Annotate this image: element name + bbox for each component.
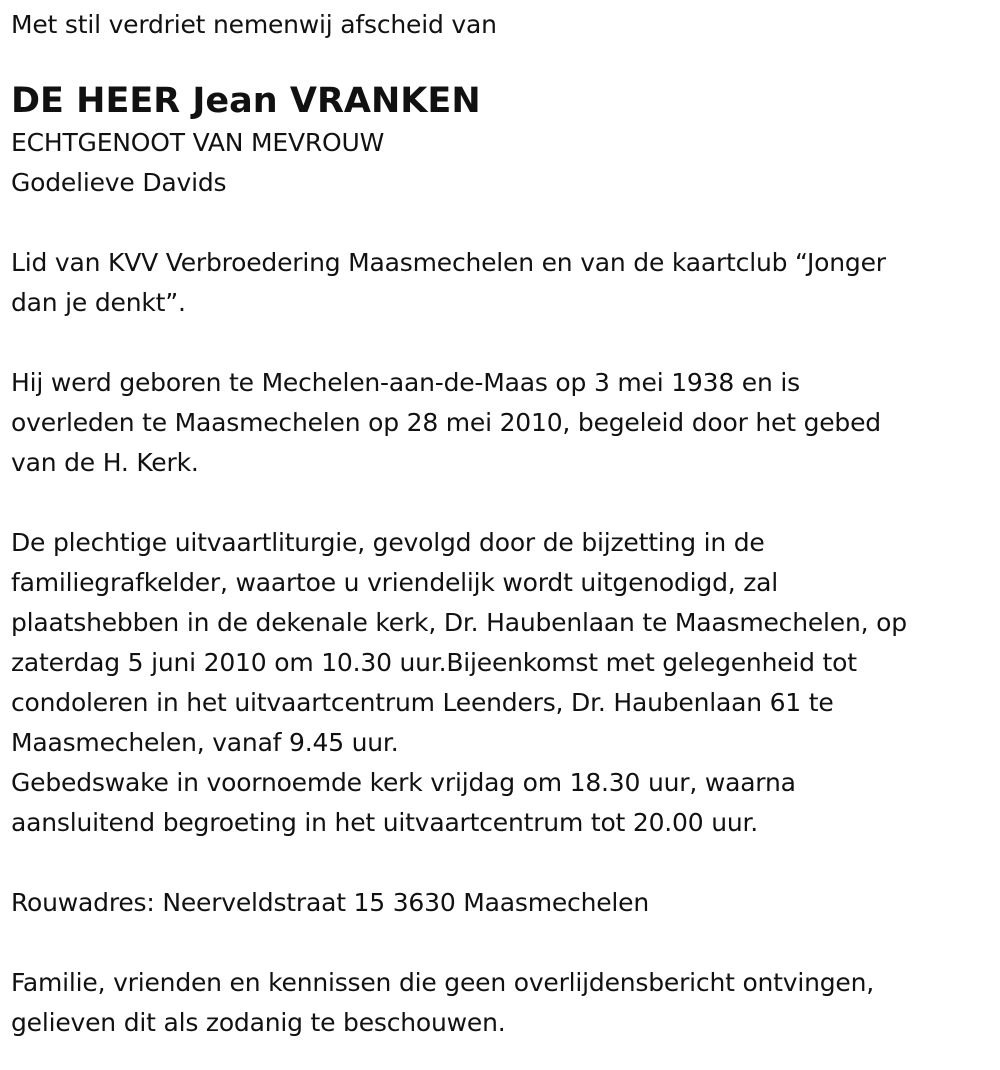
paragraph-line: Gebedswake in voornoemde kerk vrijdag om 18.30 uur, waarna (11, 768, 796, 797)
paragraph-line: familiegrafkelder, waartoe u vriendelijk wordt uitgenodigd, zal (11, 568, 779, 597)
funeral-paragraph (11, 523, 986, 843)
paragraph-line: Maasmechelen, vanaf 9.45 uur. (11, 728, 399, 757)
closing-paragraph (11, 963, 986, 1043)
intro-text: Met stil verdriet nemenwij afscheid van (11, 10, 497, 39)
deceased-name: DE HEER Jean VRANKEN (11, 81, 481, 121)
paragraph-line: plaatshebben in de dekenale kerk, Dr. Haubenlaan te Maasmechelen, op (11, 608, 907, 637)
spouse-title: ECHTGENOOT VAN MEVROUW (11, 128, 385, 157)
paragraph-line: overleden te Maasmechelen op 28 mei 2010, begeleid door het gebed (11, 408, 881, 437)
spouse-name: Godelieve Davids (11, 168, 227, 197)
address-paragraph (11, 883, 986, 923)
paragraph-line: Hij werd geboren te Mechelen-aan-de-Maas op 3 mei 1938 en is (11, 368, 800, 397)
paragraph-line: van de H. Kerk. (11, 448, 199, 477)
mourning-address: Rouwadres: Neerveldstraat 15 3630 Maasmechelen (11, 888, 649, 917)
paragraph-line: dan je denkt”. (11, 288, 186, 317)
birth-death-paragraph (11, 363, 986, 483)
membership-paragraph (11, 243, 986, 323)
paragraph-line: Familie, vrienden en kennissen die geen overlijdensbericht ontvingen, (11, 968, 875, 997)
paragraph-line: zaterdag 5 juni 2010 om 10.30 uur.Bijeenkomst met gelegenheid tot (11, 648, 857, 677)
paragraph-line: gelieven dit als zodanig te beschouwen. (11, 1008, 506, 1037)
paragraph-line: Lid van KVV Verbroedering Maasmechelen en van de kaartclub “Jonger (11, 248, 886, 277)
obituary-notice (11, 0, 986, 1043)
paragraph-line: aansluitend begroeting in het uitvaartcentrum tot 20.00 uur. (11, 808, 759, 837)
paragraph-line: De plechtige uitvaartliturgie, gevolgd door de bijzetting in de (11, 528, 765, 557)
paragraph-line: condoleren in het uitvaartcentrum Leenders, Dr. Haubenlaan 61 te (11, 688, 834, 717)
